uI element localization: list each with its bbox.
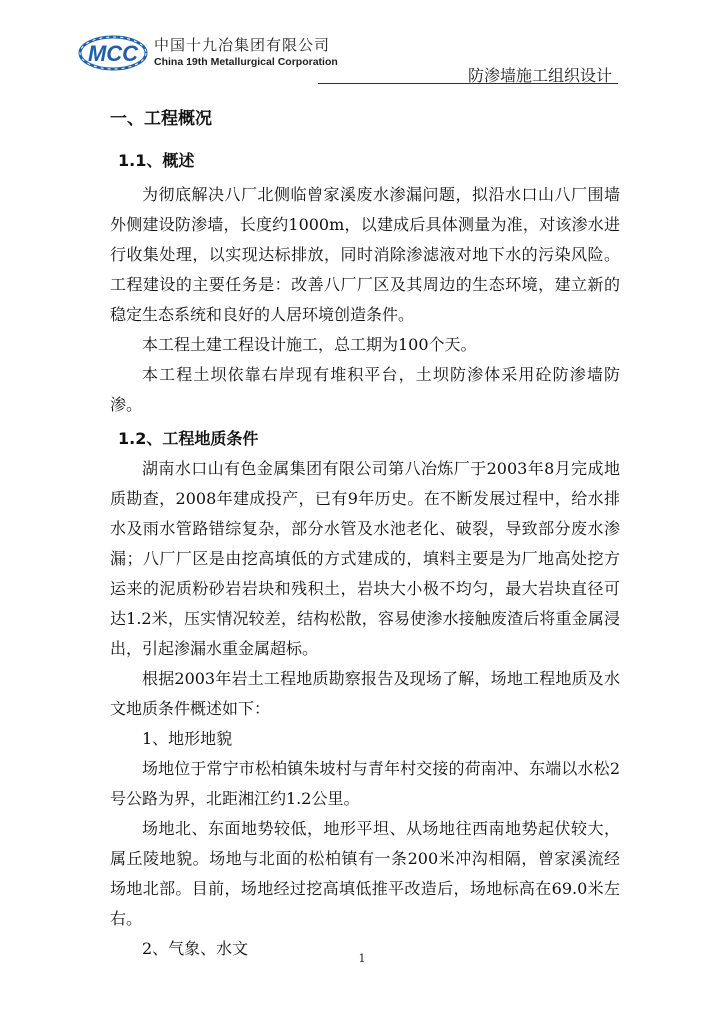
chapter-title: 一、工程概况 [110,109,212,129]
page-content [110,102,620,964]
logo-text: MCC [87,41,139,66]
mcc-logo-icon [78,34,148,72]
page-number: 1 [358,952,366,965]
header-divider [318,83,618,84]
paragraph: 本工程土坝依靠右岸现有堆积平台，土坝防渗体采用砼防渗墙防渗。 [110,365,620,414]
section-title-overview: 1.1、概述 [118,151,195,170]
subheading-climate: 2、气象、水文 [142,939,249,958]
company-name-cn: 中国十九冶集团有限公司 [154,36,331,54]
paragraph: 为彻底解决八厂北侧临曾家溪废水渗漏问题，拟沿水口山八厂围墙外侧建设防渗墙，长度约1000m，以建成后具体测量为准，对该渗水进行收集处理，以实现达标排放，同时消除渗滤液对地下水的污染风险。工程建设的主要任务是：改善八厂厂区及其周边的生态环境，建立新的稳定生态系统和良好的人居环境创造条件。 [110,185,620,324]
paragraph: 湖南水口山有色金属集团有限公司第八冶炼厂于2003年8月完成地质勘查，2008年建成投产，已有9年历史。在不断发展过程中，给水排水及雨水管路错综复杂，部分水管及水池老化、破裂，导致部分废水渗漏；八厂厂区是由挖高填低的方式建成的，填料主要是为厂地高处挖方运来的泥质粉砂岩岩块和残积土，岩块大小极不均匀，最大岩块直径可达1.2米，压实情况较差，结构松散，容易使渗水接触废渣后将重金属浸出，引起渗漏水重金属超标。 [110,459,620,658]
subheading-terrain: 1、地形地貌 [142,729,233,748]
section-title-geology: 1.2、工程地质条件 [118,429,259,448]
paragraph: 场地位于常宁市松柏镇朱坡村与青年村交接的荷南冲、东端以水松2号公路为界，北距湘江约1.2公里。 [110,759,620,808]
document-title: 防渗墙施工组织设计 [467,66,612,85]
paragraph: 本工程土建工程设计施工，总工期为100个天。 [142,335,477,354]
paragraph: 根据2003年岩土工程地质勘察报告及现场了解，场地工程地质及水文地质条件概述如下： [110,669,620,718]
paragraph: 场地北、东面地势较低，地形平坦、从场地往西南地势起伏较大，属丘陵地貌。场地与北面的松柏镇有一条200米冲沟相隔，曾家溪流经场地北部。目前，场地经过挖高填低推平改造后，场地标高在69.0米左右。 [110,819,620,928]
company-name-en: China 19th Metallurgical Corporation [154,56,338,68]
page-header [78,32,618,84]
